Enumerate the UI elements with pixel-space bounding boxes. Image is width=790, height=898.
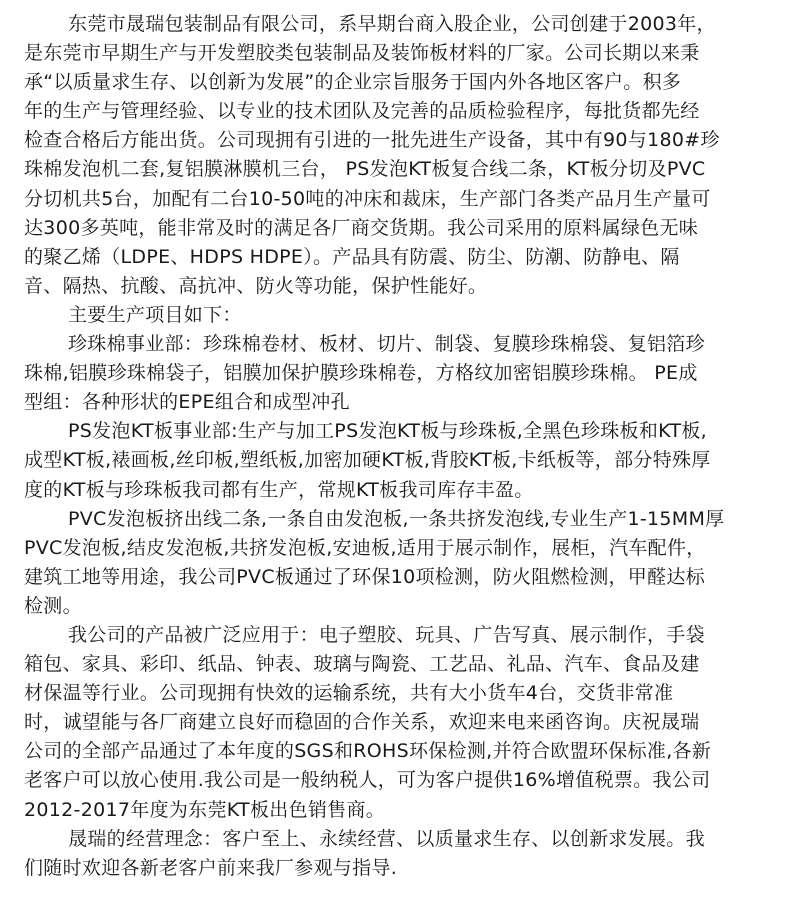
- text-line: 达300多英吨，能非常及时的满足各厂商交货期。我公司采用的原料属绿色无味: [24, 216, 699, 239]
- paragraph-main-products-heading: [24, 301, 776, 330]
- text-line: 晟瑞的经营理念：客户至上、永续经营、以质量求生存、以创新求发展。我: [68, 827, 705, 850]
- paragraph-company-intro: [24, 10, 776, 301]
- text-line: 建筑工地等用途，我公司PVC板通过了环保10项检测，防火阻燃检测，甲醛达标: [24, 565, 705, 588]
- text-line: 年的生产与管理经验、以专业的技术团队及完善的品质检验程序，每批货都先经: [24, 100, 700, 123]
- text-line: 检查合格后方能出货。公司现拥有引进的一批先进生产设备，其中有90与180#珍: [24, 129, 720, 152]
- text-line: 主要生产项目如下：: [68, 303, 242, 326]
- text-line: PVC发泡板挤出线二条,一条自由发泡板,一条共挤发泡线,专业生产1-15MM厚: [68, 507, 725, 530]
- paragraph-applications: [24, 621, 776, 825]
- paragraph-kt-board-division: [24, 417, 776, 504]
- text-line: 公司的全部产品通过了本年度的SGS和ROHS环保检测,并符合欧盟环保标准,各新: [24, 740, 712, 763]
- text-line: 时，诚望能与各厂商建立良好而稳固的合作关系，欢迎来电来函咨询。庆祝晟瑞: [24, 711, 700, 734]
- text-line: 度的KT板与珍珠板我司都有生产，常规KT板我司库存丰盈。: [24, 478, 534, 501]
- text-line: 东莞市晟瑞包装制品有限公司，系早期台商入股企业，公司创建于2003年，: [68, 13, 716, 35]
- text-line: 2012-2017年度为东莞KT板出色销售商。: [24, 798, 386, 821]
- text-line: PVC发泡板,结皮发泡板,共挤发泡板,安迪板,适用于展示制作，展柜，汽车配件，: [24, 536, 706, 559]
- text-line: 箱包、家具、彩印、纸品、钟表、玻璃与陶瓷、工艺品、礼品、汽车、食品及建: [24, 653, 700, 676]
- paragraph-epe-division: [24, 330, 776, 417]
- text-line: 我公司的产品被广泛应用于：电子塑胶、玩具、广告写真、展示制作，手袋: [68, 623, 705, 646]
- text-line: 材保温等行业。公司现拥有快效的运输系统，共有大小货车4台，交货非常准: [24, 682, 674, 705]
- text-line: 成型KT板,裱画板,丝印板,塑纸板,加密加硬KT板,背胶KT板,卡纸板等，部分特殊厚: [24, 449, 711, 472]
- text-line: 珍珠棉事业部：珍珠棉卷材、板材、切片、制袋、复膜珍珠棉袋、复铝箔珍: [68, 333, 705, 356]
- paragraph-business-philosophy: [24, 825, 776, 883]
- text-line: 是东莞市早期生产与开发塑胶类包装制品及装饰板材料的厂家。公司长期以来秉: [24, 42, 700, 65]
- text-line: 分切机共5台，加配有二台10-50吨的冲床和裁床，生产部门各类产品月生产量可: [24, 187, 711, 210]
- text-line: 珠棉,铝膜珍珠棉袋子，铝膜加保护膜珍珠棉卷，方格纹加密铝膜珍珠棉。 PE成: [24, 362, 698, 385]
- text-line: PS发泡KT板事业部:生产与加工PS发泡KT板与珍珠板,全黑色珍珠板和KT板,: [68, 420, 707, 443]
- paragraph-pvc-board: [24, 505, 776, 621]
- text-line: 老客户可以放心使用.我公司是一般纳税人，可为客户提供16%增值税票。我公司: [24, 769, 711, 792]
- text-line: 音、隔热、抗酸、高抗冲、防火等功能，保护性能好。: [24, 274, 488, 297]
- text-line: 型组：各种形状的EPE组合和成型冲孔: [24, 391, 350, 414]
- text-line: 们随时欢迎各新老客户前来我厂参观与指导.: [24, 856, 398, 879]
- text-line: 的聚乙烯（LDPE、HDPS HDPE）。产品具有防震、防尘、防潮、防静电、隔: [24, 245, 680, 268]
- text-line: 检测。: [24, 594, 82, 617]
- text-line: 承“以质量求生存、以创新为发展”的企业宗旨服务于国内外各地区客户。积多: [24, 71, 682, 94]
- text-line: 珠棉发泡机二套,复铝膜淋膜机三台， PS发泡KT板复合线二条，KT板分切及PVC: [24, 158, 706, 181]
